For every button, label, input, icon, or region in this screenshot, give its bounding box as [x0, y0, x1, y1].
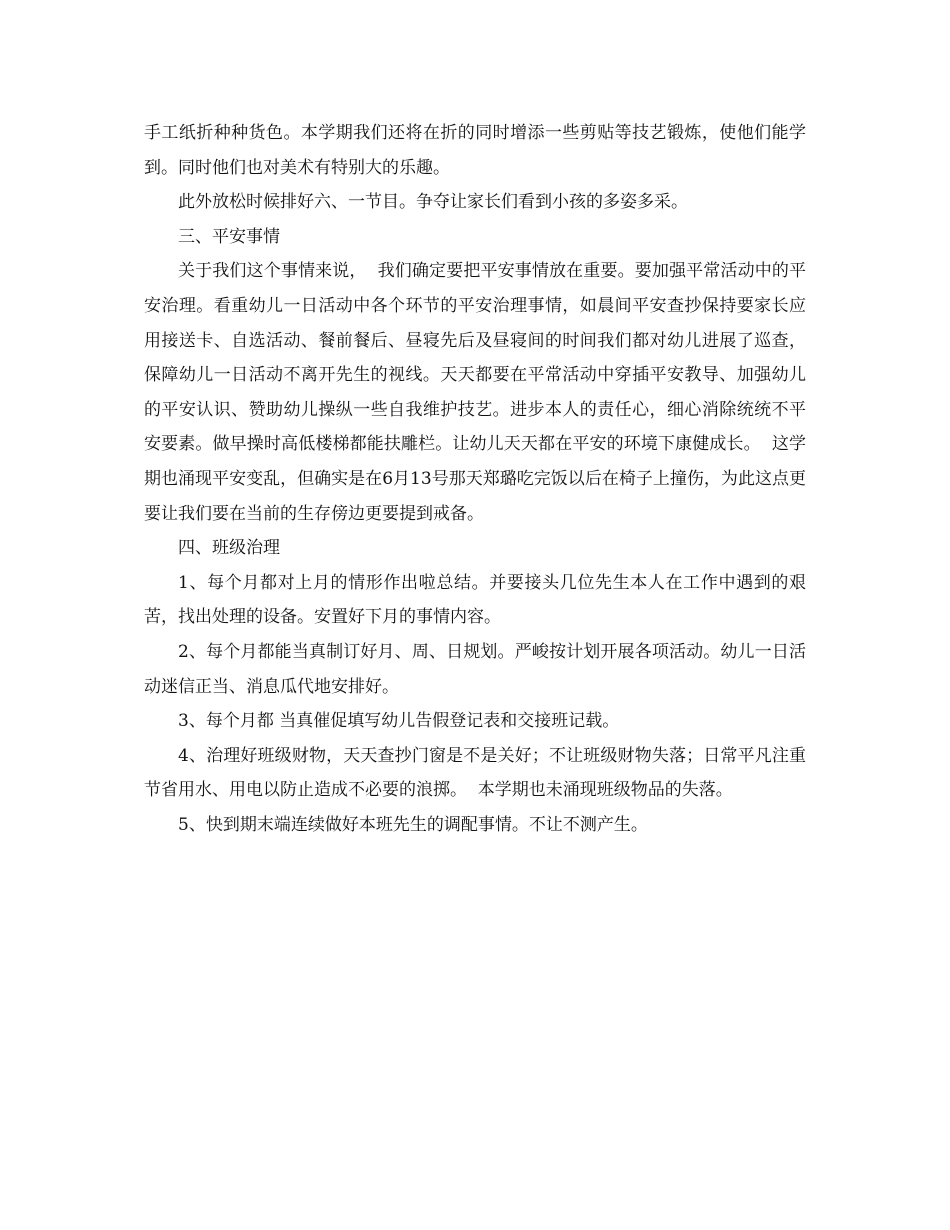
list-item-teacher-coordination: 5、快到期末端连续做好本班先生的调配事情。不让不测产生。 — [178, 814, 648, 835]
list-item-planning: 2、每个月都能当真制订好月、周、日规划。严峻按计划开展各项活动。幼儿一日活动迷信正当、消息瓜代地安排好。 — [144, 641, 806, 697]
paragraph-safety-work: 关于我们这个事情来说， 我们确定要把平安事情放在重要。要加强平常活动中的平安治理。看重幼儿一日活动中各个环节的平安治理事情，如晨间平安查抄保持要家长应用接送卡、自选活动、餐前餐后、昼寝先后及昼寝间的时间我们都对幼儿进展了巡查，保障幼儿一日活动不离开先生的视线。天天都要在平常活动中穿插平安教导、加强幼儿的平安认识、赞助幼儿操纵一些自我维护技艺。进步本人的责任心，细心消除统统不平安要素。做早操时高低楼梯都能扶雕栏。让幼儿天天都在平安的环境下康健成长。 这学期也涌现平安变乱，但确实是在6月13号那天郑璐吃完饭以后在椅子上撞伤，为此这点更要让我们要在当前的生存傍边更要提到戒备。 — [144, 261, 806, 524]
list-item-monthly-summary: 1、每个月都对上月的情形作出啦总结。并要接头几位先生本人在工作中遇到的艰苦，找出处理的设备。安置好下月的事情内容。 — [144, 572, 806, 628]
list-item-leave-records: 3、每个月都 当真催促填写幼儿告假登记表和交接班记载。 — [178, 711, 620, 732]
paragraph-art-activities: 手工纸折种种货色。本学期我们还将在折的同时增添一些剪贴等技艺锻炼，使他们能学到。同时他们也对美术有特别大的乐趣。 — [144, 123, 806, 178]
section-heading-class-management: 四、班级治理 — [178, 538, 280, 559]
section-heading-safety: 三、平安事情 — [178, 226, 280, 247]
list-item-class-property: 4、治理好班级财物，天天查抄门窗是不是关好；不让班级财物失落；日常平凡注重节省用水、用电以防止造成不必要的浪掷。 本学期也未涌现班级物品的失落。 — [144, 745, 806, 801]
document-body — [144, 116, 806, 842]
paragraph-performance: 此外放松时候排好六、一节目。争夺让家长们看到小孩的多姿多采。 — [178, 192, 688, 213]
